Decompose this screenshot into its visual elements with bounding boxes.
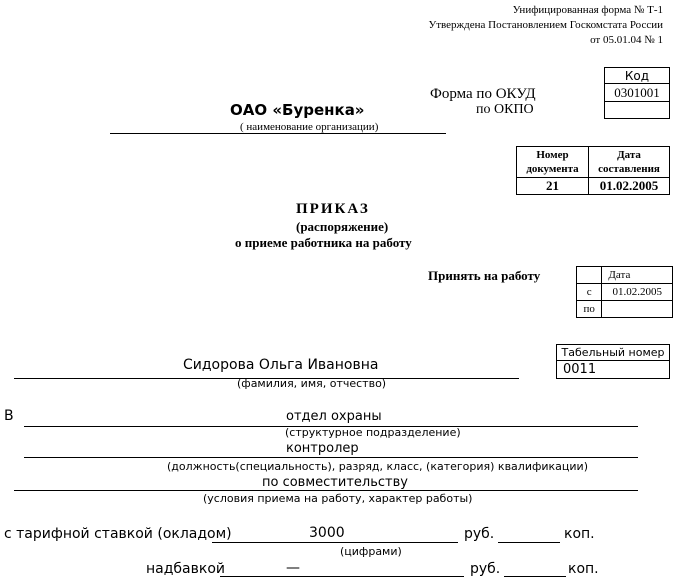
doc-table <box>516 146 670 195</box>
doc-date-value: 01.02.2005 <box>589 178 670 195</box>
approved-by-label: Утверждена Постановлением Госкомстата России <box>428 19 663 31</box>
organization-caption: ( наименование организации) <box>240 121 379 133</box>
doc-date-header: Дата составления <box>589 147 670 178</box>
bonus-rub-label: руб. <box>470 561 501 577</box>
conditions-value: по совместительству <box>262 475 408 490</box>
unified-form-label: Унифицированная форма № Т-1 <box>512 4 663 16</box>
okud-label: Форма по ОКУД <box>430 86 536 102</box>
order-subtitle: (распоряжение) <box>296 219 389 234</box>
kod-header: Код <box>605 68 670 84</box>
approval-date-label: от 05.01.04 № 1 <box>590 34 663 46</box>
tab-number-header: Табельный номер <box>557 345 670 361</box>
tab-number-value: 0011 <box>557 361 670 379</box>
okpo-label: по ОКПО <box>476 102 534 117</box>
hire-label: Принять на работу <box>428 268 541 283</box>
hire-to-value <box>602 301 673 318</box>
department-value: отдел охраны <box>286 409 382 424</box>
rate-value: 3000 <box>309 525 345 541</box>
hire-date-header: Дата <box>602 267 673 284</box>
codes-table <box>604 67 670 119</box>
digits-caption: (цифрами) <box>340 545 402 558</box>
hire-date-table <box>576 266 673 318</box>
employee-name: Сидорова Ольга Ивановна <box>183 357 379 373</box>
rate-kop-label: коп. <box>564 526 595 542</box>
rate-rub-label: руб. <box>464 526 495 542</box>
okud-value-cell: 0301001 <box>605 84 670 102</box>
organization-name: ОАО «Буренка» <box>230 101 365 119</box>
position-caption: (должность(специальность), разряд, класс, (категория) квалификации) <box>167 460 588 473</box>
order-title: ПРИКАЗ <box>296 201 370 217</box>
tab-number-table <box>556 344 670 379</box>
okpo-value-cell <box>605 102 670 119</box>
doc-number-value: 21 <box>517 178 589 195</box>
rate-label: с тарифной ставкой (окладом) <box>4 526 232 542</box>
position-value: контролер <box>286 441 359 456</box>
department-caption: (структурное подразделение) <box>285 426 461 439</box>
hire-from-value: 01.02.2005 <box>602 284 673 301</box>
bonus-kop-label: коп. <box>568 561 599 577</box>
bonus-value: — <box>286 560 300 576</box>
hire-from-label: с <box>577 284 602 301</box>
order-about: о приеме работника на работу <box>235 235 412 250</box>
bonus-label: надбавкой <box>146 561 225 577</box>
employee-name-caption: (фамилия, имя, отчество) <box>237 377 387 390</box>
doc-number-header: Номер документа <box>517 147 589 178</box>
hire-to-label: по <box>577 301 602 318</box>
in-label: В <box>4 408 14 424</box>
conditions-caption: (условия приема на работу, характер работы) <box>203 492 473 505</box>
